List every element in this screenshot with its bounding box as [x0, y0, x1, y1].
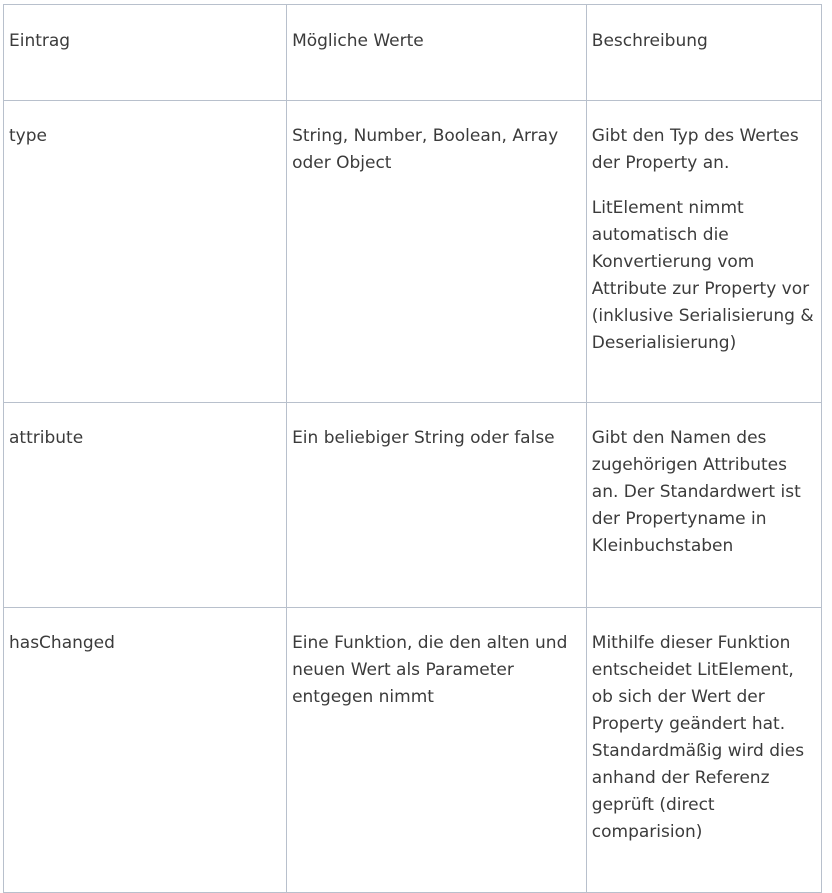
header-values: Mögliche Werte — [287, 5, 587, 101]
table-row — [4, 403, 822, 608]
values-type: String, Number, Boolean, Array oder Object — [287, 101, 587, 403]
values-attribute: Ein beliebiger String oder false — [287, 403, 587, 608]
description-haschanged — [586, 608, 821, 893]
table-row — [4, 101, 822, 403]
header-description: Beschreibung — [586, 5, 821, 101]
table-row — [4, 608, 822, 893]
entry-attribute: attribute — [4, 403, 287, 608]
description-type-p2: LitElement nimmt automatisch die Konvertierung vom Attribute zur Property vor (inklusive Serialisierung & Deserialisierung) — [591, 198, 814, 353]
property-options-table — [3, 4, 822, 893]
description-type-p1: Gibt den Typ des Wertes der Property an. — [591, 126, 799, 173]
table-header-row — [4, 5, 822, 101]
description-type — [586, 101, 821, 403]
values-haschanged: Eine Funktion, die den alten und neuen Wert als Parameter entgegen nimmt — [287, 608, 587, 893]
description-haschanged-p1: Mithilfe dieser Funktion entscheidet LitElement, ob sich der Wert der Property geändert hat. Standardmäßig wird dies anhand der Referenz geprüft (direct comparision) — [591, 633, 805, 842]
description-attribute-p1: Gibt den Namen des zugehörigen Attributes an. Der Standardwert ist der Propertyname in Kleinbuchstaben — [591, 428, 801, 556]
entry-type: type — [4, 101, 287, 403]
entry-haschanged: hasChanged — [4, 608, 287, 893]
description-attribute — [586, 403, 821, 608]
header-entry: Eintrag — [4, 5, 287, 101]
